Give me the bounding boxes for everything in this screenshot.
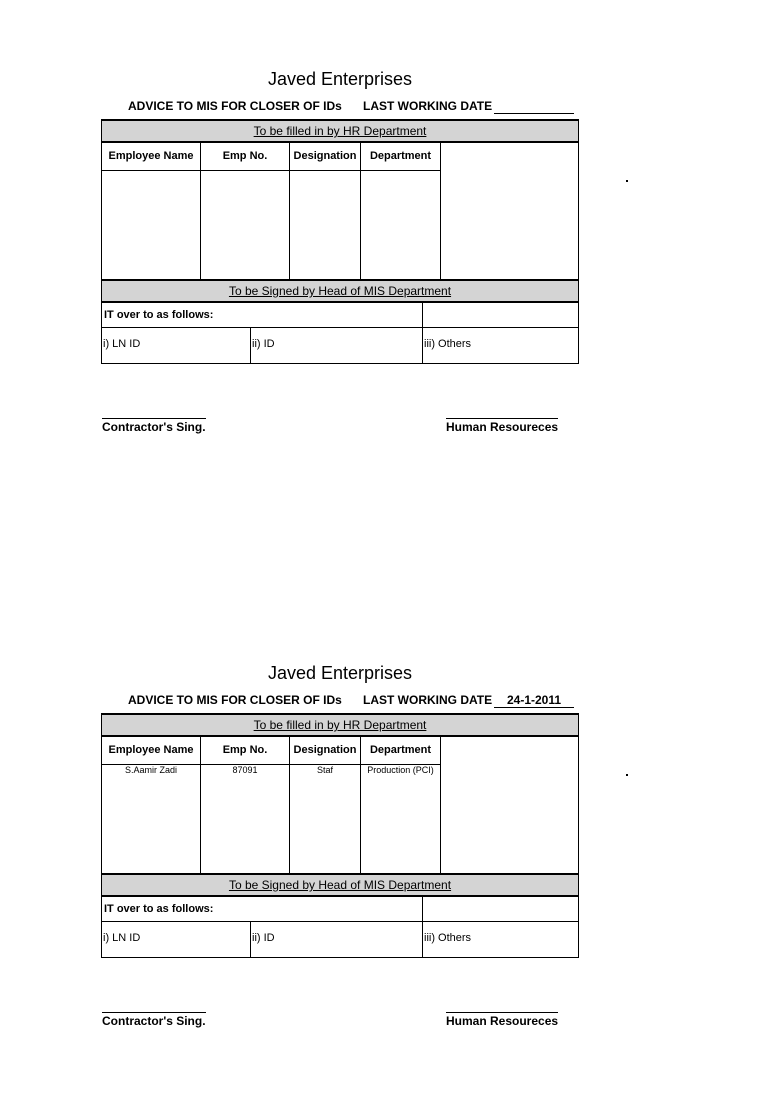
last-working-date-value[interactable]: 24-1-2011 <box>506 693 562 707</box>
hr-section-header <box>101 713 579 737</box>
closure-form-2 <box>0 594 768 1114</box>
form-table <box>101 119 579 364</box>
last-working-date-label: LAST WORKING DATE <box>363 99 493 113</box>
table-border-right <box>578 143 579 280</box>
form-table <box>101 713 579 958</box>
closure-form-1 <box>0 0 768 520</box>
hr-section-label: To be filled in by HR Department <box>253 124 427 138</box>
option-ln-id[interactable]: i) LN ID <box>103 338 141 350</box>
company-name: Javed Enterprises <box>267 663 413 683</box>
option-ln-id[interactable]: i) LN ID <box>103 932 141 944</box>
col-header-emp-no: Emp No. <box>222 744 268 756</box>
human-resources-signature[interactable]: Human Resoureces <box>446 420 559 434</box>
option-id[interactable]: ii) ID <box>252 932 275 944</box>
cell-department[interactable]: Production (PCI) <box>367 765 434 775</box>
table-border-right <box>578 897 579 958</box>
table-border-bottom <box>101 957 579 958</box>
col-header-department: Department <box>369 744 432 756</box>
col-divider <box>422 897 423 958</box>
col-divider <box>250 921 251 958</box>
mis-section-header <box>101 279 579 303</box>
col-divider <box>422 303 423 364</box>
mis-section-label: To be Signed by Head of MIS Department <box>228 284 452 298</box>
last-working-date-underline <box>494 113 574 114</box>
col-header-employee-name: Employee Name <box>108 744 194 756</box>
it-over-label: IT over to as follows: <box>104 309 214 321</box>
row-divider <box>101 921 579 922</box>
col-header-department: Department <box>369 150 432 162</box>
header-row-divider <box>101 170 440 171</box>
col-divider <box>440 143 441 280</box>
table-border-bottom <box>101 363 579 364</box>
advice-title: ADVICE TO MIS FOR CLOSER OF IDs <box>128 99 342 113</box>
human-resources-signature[interactable]: Human Resoureces <box>446 1014 559 1028</box>
hr-section-label: To be filled in by HR Department <box>253 718 427 732</box>
col-header-employee-name: Employee Name <box>108 150 194 162</box>
cell-designation[interactable]: Staf <box>316 765 333 775</box>
last-working-date-underline <box>494 707 574 708</box>
col-divider <box>250 327 251 364</box>
row-divider <box>101 327 579 328</box>
table-border-left <box>101 897 102 958</box>
option-others[interactable]: iii) Others <box>424 338 472 350</box>
col-header-emp-no: Emp No. <box>222 150 268 162</box>
hr-section-header <box>101 119 579 143</box>
contractor-signature[interactable]: Contractor's Sing. <box>102 420 206 434</box>
option-others[interactable]: iii) Others <box>424 932 472 944</box>
mis-section-label: To be Signed by Head of MIS Department <box>228 878 452 892</box>
advice-title: ADVICE TO MIS FOR CLOSER OF IDs <box>128 693 342 707</box>
company-name: Javed Enterprises <box>267 69 413 89</box>
cell-emp-no[interactable]: 87091 <box>232 765 258 775</box>
table-border-left <box>101 303 102 364</box>
stray-mark <box>626 180 628 182</box>
option-id[interactable]: ii) ID <box>252 338 275 350</box>
table-border-right <box>578 303 579 364</box>
col-header-designation: Designation <box>293 150 357 162</box>
mis-section-header <box>101 873 579 897</box>
contractor-signature[interactable]: Contractor's Sing. <box>102 1014 206 1028</box>
col-header-designation: Designation <box>293 744 357 756</box>
it-over-label: IT over to as follows: <box>104 903 214 915</box>
stray-mark <box>626 774 628 776</box>
cell-employee-name[interactable]: S.Aamir Zadi <box>124 765 177 775</box>
last-working-date-label: LAST WORKING DATE <box>363 693 493 707</box>
col-divider <box>440 737 441 874</box>
table-border-right <box>578 737 579 874</box>
